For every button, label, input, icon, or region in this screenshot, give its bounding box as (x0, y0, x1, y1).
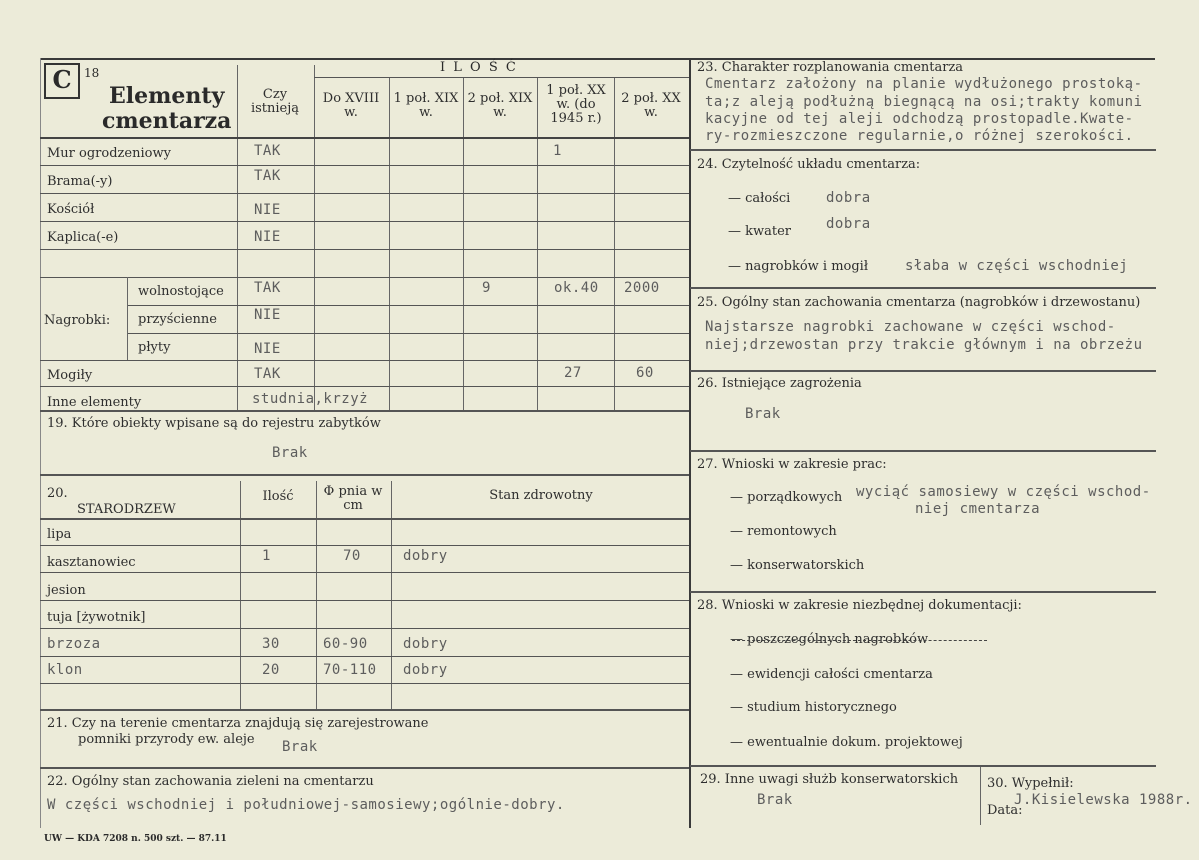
s22-question: 22. Ogólny stan zachowania zieleni na cmentarzu (47, 774, 374, 789)
s20-num: 20. (47, 486, 68, 501)
row-czy-mogily: TAK (254, 366, 281, 382)
ilosc-underline (314, 77, 689, 78)
nagrobki-czy-przyscienne: NIE (254, 307, 281, 323)
s20-tree-lipa: lipa (47, 527, 72, 542)
s20-row-line (40, 518, 689, 520)
s25-line-1: Najstarsze nagrobki zachowane w części wschod- (705, 319, 1116, 335)
col-header-2pol-xix: 2 poł. XIX w. (467, 91, 533, 120)
print-footer: UW — KDA 7208 n. 500 szt. — 87.11 (44, 834, 227, 844)
nagrobki-divider (127, 277, 128, 360)
row-label-mogily: Mogiły (47, 368, 93, 383)
row-czy-mur: TAK (254, 143, 281, 159)
nagrobki-label-przyscienne: przyścienne (138, 312, 217, 327)
nagrobki-czy-plyty: NIE (254, 341, 281, 357)
section-line (690, 287, 1156, 289)
section-line (690, 149, 1156, 151)
s26-question: 26. Istniejące zagrożenia (697, 376, 862, 391)
s20-tree-klon: klon (47, 662, 83, 678)
s20-col-divider-2 (316, 481, 317, 709)
row-line (40, 221, 689, 222)
s20-tree-jesion: jesion (47, 583, 86, 598)
s28-item-studium: — studium historycznego (730, 700, 897, 715)
row-label-inne: Inne elementy (47, 395, 142, 410)
row-line (40, 249, 689, 250)
s21-line2: pomniki przyrody ew. aleje (78, 732, 255, 747)
s20-col-divider-1 (240, 481, 241, 709)
header-bottom-line (40, 137, 689, 139)
nagrobki-group-label: Nagrobki: (44, 313, 111, 328)
s20-pnia-klon: 70-110 (323, 662, 377, 678)
s20-row-line (40, 545, 689, 546)
s24-value-nagrobkow: słaba w części wschodniej (905, 258, 1129, 274)
s25-line-2: niej;drzewostan przy trakcie głównym i na obrzeżu (705, 337, 1143, 353)
s28-item-ewidencji: — ewidencji całości cmentarza (730, 667, 933, 682)
s20-stan-kasztanowiec: dobry (403, 548, 448, 564)
s28-question: 28. Wnioski w zakresie niezbędnej dokumentacji: (697, 598, 1022, 613)
s28-item-nagrobkow: — poszczególnych nagrobków (730, 632, 929, 647)
form-title-line1: Elementy (109, 83, 225, 109)
s20-tree-tuja: tuja [żywotnik] (47, 610, 146, 625)
row-czy-brama: TAK (254, 168, 281, 184)
s29-question: 29. Inne uwagi służb konserwatorskich (700, 772, 959, 787)
s20-row-line (40, 656, 689, 657)
s20-ilosc-kasztanowiec: 1 (262, 548, 271, 564)
s24-item-nagrobkow: — nagrobków i mogił (728, 259, 869, 274)
col-divider-2 (314, 65, 315, 410)
s20-ilosc-klon: 20 (262, 662, 280, 678)
s21-answer: Brak (282, 739, 318, 755)
col-header-1pol-xx: 1 poł. XX w. (do 1945 r.) (546, 83, 606, 126)
section-line (40, 410, 689, 412)
s23-line-1: Cmentarz założony na planie wydłużonego prostoką- (705, 76, 1143, 92)
s27-item-remontowych: — remontowych (730, 524, 837, 539)
s24-question: 24. Czytelność układu cmentarza: (697, 157, 921, 172)
row-label-kosciol: Kościół (47, 202, 95, 217)
row-mogily-1polxx: 27 (564, 365, 582, 381)
col-header-czy: Czy istnieją (250, 87, 300, 116)
top-border (40, 58, 1155, 60)
row-mur-1polxx: 1 (553, 143, 562, 159)
s24-item-kwater: — kwater (728, 224, 792, 239)
s30-data-label: Data: (987, 803, 1023, 818)
row-line (127, 305, 689, 306)
s20-tree-kasztanowiec: kasztanowiec (47, 555, 136, 570)
center-divider (689, 58, 691, 828)
nagrobki-1polxx: ok.40 (554, 280, 599, 296)
s23-line-3: kacyjne od tej aleji odchodzą prostopadle.Kwate- (705, 111, 1134, 127)
s28-item-projektowej: — ewentualnie dokum. projektowej (730, 735, 963, 750)
nagrobki-czy-wolnostojace: TAK (254, 280, 281, 296)
s20-col-pnia: Φ pnia w cm (323, 484, 383, 513)
row-mogily-2polxx: 60 (636, 365, 654, 381)
s29-s30-divider (980, 767, 981, 825)
row-czy-kaplica: NIE (254, 229, 281, 245)
s20-stan-brzoza: dobry (403, 636, 448, 652)
form-title (102, 84, 231, 134)
row-line (127, 333, 689, 334)
section-line (690, 370, 1156, 372)
s23-line-2: ta;z aleją podłużną biegnącą na osi;trakty komuni (705, 94, 1143, 110)
s23-line-4: ry-rozmieszczone regularnie,o różnej szerokości. (705, 128, 1134, 144)
s20-tree-brzoza: brzoza (47, 636, 101, 652)
card-number: 18 (84, 66, 100, 80)
category-badge (44, 63, 80, 99)
left-border (40, 58, 41, 828)
form-title-line2: cmentarza (102, 108, 232, 134)
s20-pnia-brzoza: 60-90 (323, 636, 368, 652)
s22-answer: W części wschodniej i południowej-samosiewy;ogólnie-dobry. (47, 797, 565, 813)
s27-item-porzadkowych: — porządkowych (730, 490, 843, 505)
s19-answer: Brak (272, 445, 308, 461)
row-label-mur: Mur ogrodzeniowy (47, 146, 171, 161)
s19-question: 19. Które obiekty wpisane są do rejestru zabytków (47, 416, 381, 431)
section-line (40, 767, 689, 769)
nagrobki-2polxx: 2000 (624, 280, 660, 296)
nagrobki-label-wolnostojace: wolnostojące (138, 284, 224, 299)
row-line (40, 165, 689, 166)
col-divider-1 (237, 65, 238, 410)
row-line (40, 360, 689, 361)
ilosc-header: I L O Ś Ć (440, 60, 518, 75)
s20-row-line (40, 683, 689, 684)
s28-dashed-strike (732, 640, 987, 641)
s25-question: 25. Ogólny stan zachowania cmentarza (nagrobków i drzewostanu) (697, 295, 1141, 310)
col-header-2pol-xx: 2 poł. XX w. (621, 91, 681, 120)
section-line (690, 765, 1156, 767)
row-line (40, 386, 689, 387)
s29-answer: Brak (757, 792, 793, 808)
s24-value-kwater: dobra (826, 216, 871, 232)
s21-line1: 21. Czy na terenie cmentarza znajdują się zarejestrowane (47, 716, 429, 731)
s20-col-divider-3 (391, 481, 392, 709)
section-line (690, 450, 1156, 452)
s20-row-line (40, 572, 689, 573)
s30-question: 30. Wypełnił: (987, 776, 1074, 791)
section-line (40, 709, 689, 711)
s26-answer: Brak (745, 406, 781, 422)
row-line (40, 193, 689, 194)
section-line (40, 474, 689, 476)
s27-answer-line1: wyciąć samosiewy w części wschod- (856, 484, 1151, 500)
s20-ilosc-brzoza: 30 (262, 636, 280, 652)
row-label-brama: Brama(-y) (47, 174, 113, 189)
section-line (690, 591, 1156, 593)
category-badge-letter: C (52, 65, 72, 94)
col-header-1pol-xix: 1 poł. XIX w. (393, 91, 459, 120)
col-header-xviii: Do XVIII w. (322, 91, 380, 120)
row-line (40, 277, 689, 278)
s27-item-konserwatorskich: — konserwatorskich (730, 558, 865, 573)
row-inne-value: studnia,krzyż (252, 391, 369, 407)
s23-question: 23. Charakter rozplanowania cmentarza (697, 60, 964, 75)
s20-col-ilosc: Ilość (262, 489, 294, 504)
s20-col-stan: Stan zdrowotny (489, 488, 593, 503)
s24-item-calosci: — całości (728, 191, 791, 206)
s20-title: STARODRZEW (77, 502, 176, 517)
s20-pnia-kasztanowiec: 70 (343, 548, 361, 564)
nagrobki-label-plyty: płyty (138, 340, 171, 355)
s24-value-calosci: dobra (826, 190, 871, 206)
s20-row-line (40, 628, 689, 629)
row-label-kaplica: Kaplica(-e) (47, 230, 119, 245)
s20-stan-klon: dobry (403, 662, 448, 678)
s27-question: 27. Wnioski w zakresie prac: (697, 457, 887, 472)
nagrobki-2polxix: 9 (482, 280, 491, 296)
s20-row-line (40, 600, 689, 601)
s30-answer: J.Kisielewska 1988r. (1014, 792, 1193, 808)
row-czy-kosciol: NIE (254, 202, 281, 218)
s27-answer-line2: niej cmentarza (915, 501, 1041, 517)
